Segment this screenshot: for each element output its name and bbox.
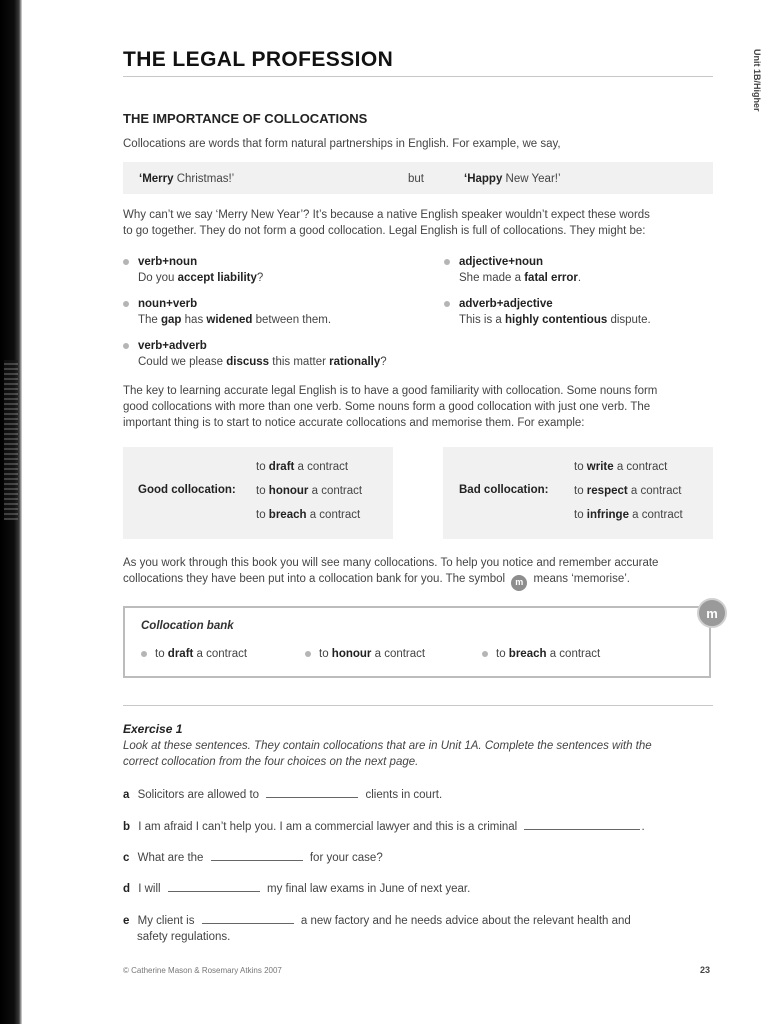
pattern-label: verb+adverb <box>138 340 207 352</box>
page-title: THE LEGAL PROFESSION <box>123 48 394 71</box>
answer-blank-e[interactable] <box>202 912 294 924</box>
why-paragraph <box>123 207 733 239</box>
good-item-2: to honour a contract <box>256 485 363 497</box>
pattern-adjective-noun <box>459 254 581 286</box>
page-number: 23 <box>700 965 711 975</box>
bullet-icon <box>123 301 129 307</box>
exercise-item-c: c What are the for your case? <box>123 849 733 866</box>
pattern-example: This is a highly contentious dispute. <box>459 314 651 326</box>
item-letter: e <box>123 915 130 927</box>
key-line-3: important thing is to start to notice accurate collocations and memorise them. For example: <box>123 417 585 429</box>
bad-collocation-list <box>574 459 683 531</box>
bank-item-draft: to draft a contract <box>155 648 248 660</box>
exercise-item-d: d I will my final law exams in June of next year. <box>123 880 733 897</box>
exercise-title: Exercise 1 <box>123 722 183 736</box>
bullet-icon <box>482 651 488 657</box>
unit-side-tab <box>745 49 768 116</box>
pattern-label: verb+noun <box>138 256 198 268</box>
bad-item-2: to respect a contract <box>574 485 682 497</box>
pattern-label: adjective+noun <box>459 256 544 268</box>
pattern-noun-verb <box>138 296 331 328</box>
example-happy-new-year <box>464 171 561 187</box>
bad-collocation-label: Bad collocation: <box>459 484 549 496</box>
pattern-label: adverb+adjective <box>459 298 553 310</box>
exercise-instructions-line-2: correct collocation from the four choices on the next page. <box>123 756 419 768</box>
key-paragraph <box>123 383 733 431</box>
intro-text: Collocations are words that form natural partnerships in English. For example, we say, <box>123 138 561 150</box>
pattern-verb-noun <box>138 254 263 286</box>
pattern-example: Could we please discuss this matter rationally? <box>138 356 387 368</box>
good-item-3: to breach a contract <box>256 509 361 521</box>
answer-blank-d[interactable] <box>168 880 260 892</box>
pattern-example: Do you accept liability? <box>138 272 264 284</box>
as-you-work-paragraph <box>123 555 733 588</box>
example-but: but <box>408 173 424 185</box>
as-you-work-line-1: As you work through this book you will see many collocations. To help you notice and remember accurate <box>123 557 659 569</box>
memorise-symbol-icon: m <box>511 575 527 591</box>
good-item-1: to draft a contract <box>256 461 349 473</box>
bank-item-breach: to breach a contract <box>496 648 601 660</box>
answer-blank-c[interactable] <box>211 849 303 861</box>
bullet-icon <box>444 301 450 307</box>
example-merry-christmas <box>139 171 234 187</box>
bullet-icon <box>305 651 311 657</box>
item-letter: a <box>123 789 130 801</box>
section-heading: THE IMPORTANCE OF COLLOCATIONS <box>123 111 368 126</box>
good-collocation-list <box>256 459 362 531</box>
bullet-icon <box>444 259 450 265</box>
why-line-2: to go together. They do not form a good collocation. Legal English is full of collocations. They might be: <box>123 225 646 237</box>
answer-blank-a[interactable] <box>266 786 358 798</box>
bullet-icon <box>123 343 129 349</box>
unit-side-tab-label: Unit 1B/Higher <box>752 49 762 112</box>
exercise-instructions <box>123 738 733 770</box>
why-line-1: Why can’t we say ‘Merry New Year’? It’s because a native English speaker wouldn’t expect these words <box>123 209 650 221</box>
example-merry-rest: Christmas!’ <box>173 173 235 185</box>
exercise-instructions-line-1: Look at these sentences. They contain collocations that are in Unit 1A. Complete the sentences with the <box>123 740 652 752</box>
exercise-rule <box>123 705 713 706</box>
item-letter: b <box>123 821 131 833</box>
key-line-2: good collocations with more than one verb. Some nouns form a good collocation with just one verb. The <box>123 401 651 413</box>
bad-item-1: to write a contract <box>574 461 668 473</box>
memorise-badge-icon: m <box>697 598 727 628</box>
title-rule <box>123 76 713 77</box>
item-letter: c <box>123 852 130 864</box>
bad-item-3: to infringe a contract <box>574 509 683 521</box>
collocation-bank-title: Collocation bank <box>141 620 234 632</box>
bank-item-honour: to honour a contract <box>319 648 426 660</box>
item-letter: d <box>123 883 131 895</box>
bullet-icon <box>141 651 147 657</box>
answer-blank-b[interactable] <box>524 818 640 830</box>
bullet-icon <box>123 259 129 265</box>
copyright-footer: © Catherine Mason & Rosemary Atkins 2007 <box>123 966 282 975</box>
pattern-label: noun+verb <box>138 298 198 310</box>
exercise-item-a: a Solicitors are allowed to clients in court. <box>123 786 733 803</box>
key-line-1: The key to learning accurate legal English is to have a good familiarity with collocation. Some nouns form <box>123 385 658 397</box>
pattern-example: She made a fatal error. <box>459 272 582 284</box>
item-e-continuation: safety regulations. <box>137 931 231 943</box>
pattern-adverb-adjective <box>459 296 651 328</box>
example-happy-rest: New Year!’ <box>502 173 561 185</box>
exercise-item-e: e My client is a new factory and he needs advice about the relevant health and safety regulations. <box>123 912 733 945</box>
as-you-work-line-2: collocations they have been put into a collocation bank for you. The symbol m means ‘memorise’. <box>123 571 733 588</box>
pattern-verb-adverb <box>138 338 387 370</box>
good-collocation-label: Good collocation: <box>138 484 236 496</box>
example-merry-word: ‘Merry <box>139 173 174 185</box>
exercise-item-b: b I am afraid I can’t help you. I am a commercial lawyer and this is a criminal . <box>123 818 738 835</box>
pattern-example: The gap has widened between them. <box>138 314 332 326</box>
example-happy-word: ‘Happy <box>464 173 503 185</box>
collocation-bank-box <box>123 606 711 678</box>
